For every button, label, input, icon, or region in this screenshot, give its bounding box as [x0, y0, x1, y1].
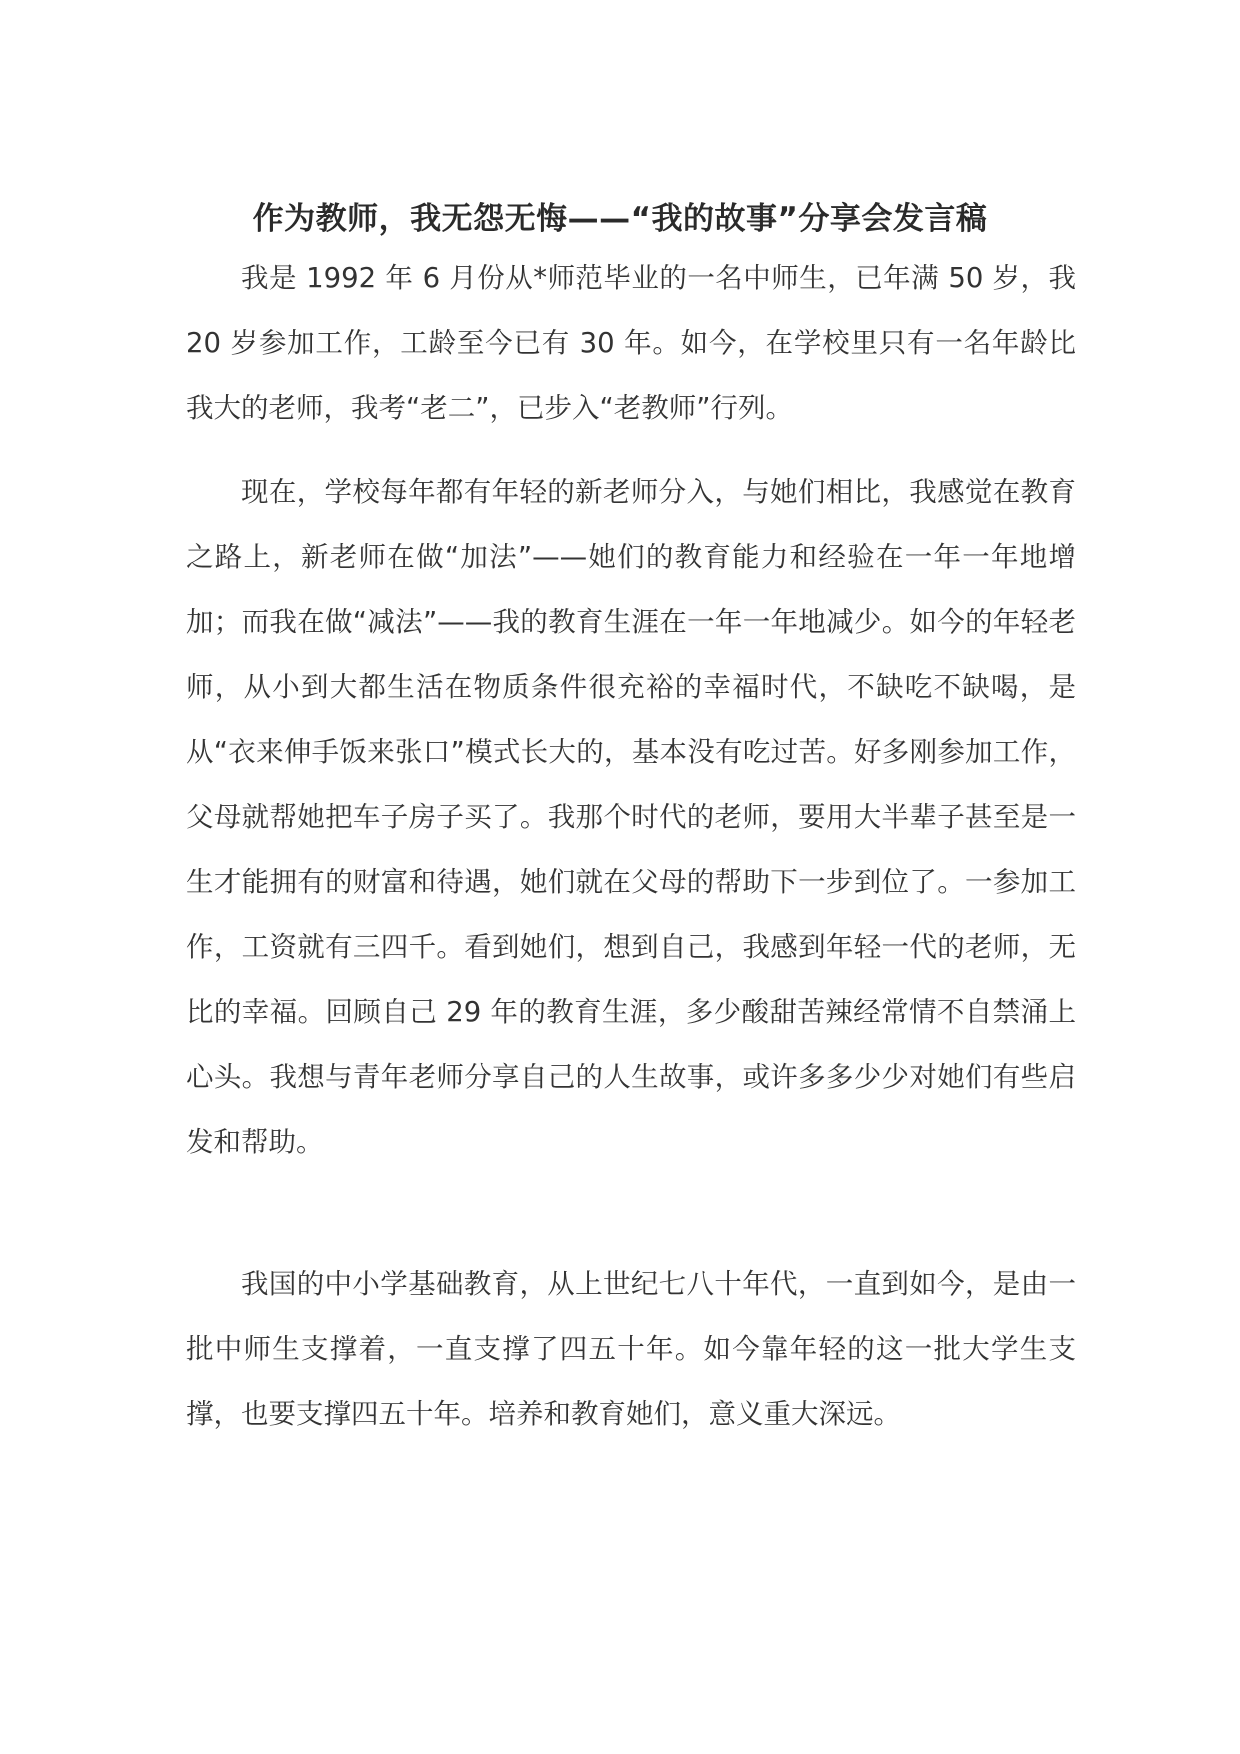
- paragraph-1: 我是 1992 年 6 月份从*师范毕业的一名中师生，已年满 50 岁，我 20 岁参加工作，工龄至今已有 30 年。如今，在学校里只有一名年龄比我大的老师，我考“老二”，已步入“老教师”行列。: [186, 262, 1076, 424]
- paragraph-3: 我国的中小学基础教育，从上世纪七八十年代，一直到如今，是由一批中师生支撑着，一直支撑了四五十年。如今靠年轻的这一批大学生支撑，也要支撑四五十年。培养和教育她们，意义重大深远。: [186, 1268, 1076, 1430]
- page-title: 作为教师，我无怨无悔——“我的故事”分享会发言稿: [252, 200, 988, 237]
- paragraph-2: 现在，学校每年都有年轻的新老师分入，与她们相比，我感觉在教育之路上，新老师在做“加法”——她们的教育能力和经验在一年一年地增加；而我在做“减法”——我的教育生涯在一年一年地减少。如今的年轻老师，从小到大都生活在物质条件很充裕的幸福时代，不缺吃不缺喝，是从“衣来伸手饭来张口”模式长大的，基本没有吃过苦。好多刚参加工作，父母就帮她把车子房子买了。我那个时代的老师，要用大半辈子甚至是一生才能拥有的财富和待遇，她们就在父母的帮助下一步到位了。一参加工作，工资就有三四千。看到她们，想到自己，我感到年轻一代的老师，无比的幸福。回顾自己 29 年的教育生涯，多少酸甜苦辣经常情不自禁涌上心头。我想与青年老师分享自己的人生故事，或许多多少少对她们有些启发和帮助。: [186, 476, 1076, 1158]
